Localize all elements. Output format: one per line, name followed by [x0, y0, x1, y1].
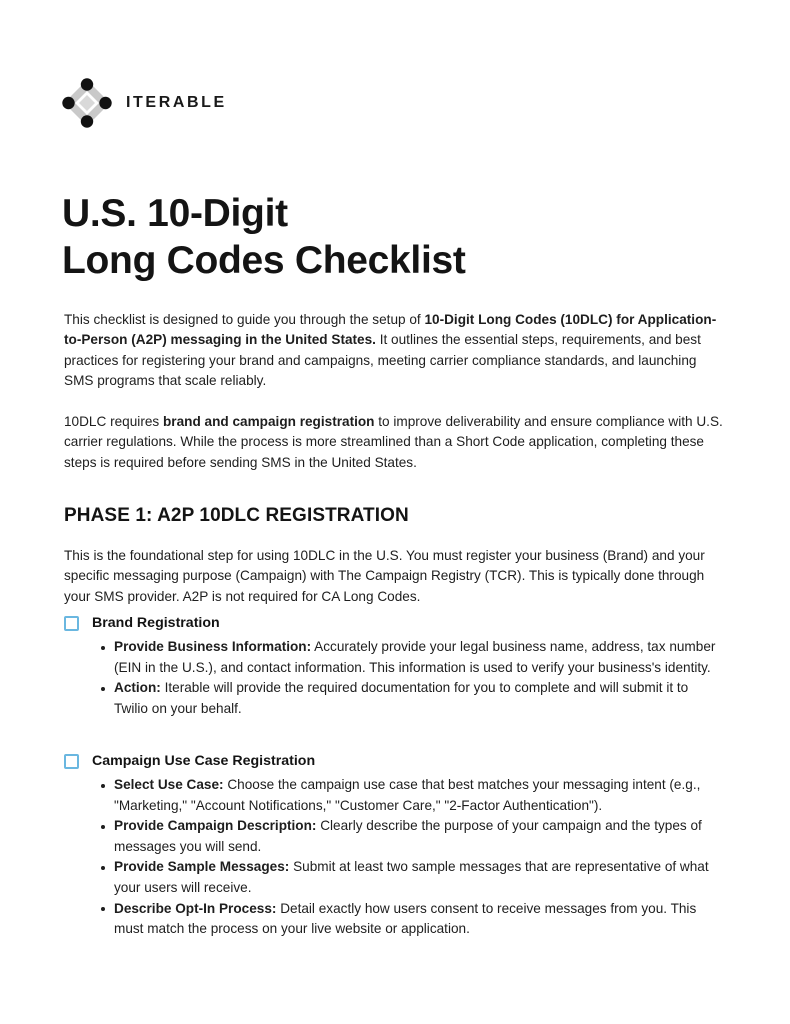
campaign-registration-list [64, 775, 724, 940]
campaign-registration-checkbox[interactable] [64, 754, 79, 769]
intro-p1-text-a: This checklist is designed to guide you through the setup of [64, 311, 425, 327]
list-item-text: Accurately provide your legal business name, address, tax number (EIN in the U.S.), and contact information. This information is used to verify your business's identity. [114, 639, 716, 675]
phase-1-heading: PHASE 1: A2P 10DLC REGISTRATION [64, 504, 409, 526]
list-item-label: Provide Business Information: [114, 639, 312, 654]
page-title [62, 190, 742, 284]
list-item-label: Describe Opt-In Process: [114, 900, 277, 916]
intro-p1-text-c: It outlines the essential steps, requirements, and best practices for registering your brand and campaigns, meeting carrier compliance standards, and launching SMS programs that scale reliably. [64, 332, 701, 389]
list-item-label: Action: [114, 680, 161, 696]
brand-registration-title: Brand Registration [92, 615, 220, 631]
intro-paragraph-2 [64, 412, 724, 474]
campaign-registration-header [64, 750, 724, 772]
list-item-label: Provide Sample Messages: [114, 859, 290, 875]
list-item [100, 899, 724, 940]
list-item [100, 816, 724, 857]
list-item-text: Choose the campaign use case that best matches your messaging intent (e.g., "Marketing," "Account Notifications," "Customer Care," "2-Factor Authentication"). [114, 777, 701, 813]
intro-p2-text-c: to improve deliverability and ensure compliance with U.S. carrier regulations. While the process is more streamlined than a Short Code application, completing these steps is required before sending SMS in the United States. [64, 413, 723, 470]
list-item-text: Detail exactly how users consent to receive messages from you. This must match the process on your live website or application. [114, 900, 697, 937]
intro-paragraph-1 [64, 310, 724, 392]
list-item-text: Submit at least two sample messages that are representative of what your users will receive. [114, 859, 709, 895]
intro-p2-bold: brand and campaign registration [162, 413, 375, 429]
campaign-registration-section [64, 750, 724, 940]
list-item [100, 775, 724, 816]
brand-registration-header [64, 612, 724, 634]
brand-registration-checkbox[interactable] [64, 616, 79, 631]
list-item [100, 857, 724, 898]
phase-1-description: This is the foundational step for using 10DLC in the U.S. You must register your business (Brand) and your specific messaging purpose (Campaign) with The Campaign Registry (TCR). This is typically done through your SMS provider. A2P is not required for CA Long Codes. [64, 547, 705, 604]
brand-registration-section [64, 612, 724, 719]
brand-registration-list [64, 637, 724, 719]
brand-name: ITERABLE [126, 94, 227, 111]
list-item [100, 678, 724, 719]
list-item-text: Iterable will provide the required documentation for you to complete and will submit it to Twilio on your behalf. [114, 680, 689, 716]
campaign-registration-title: Campaign Use Case Registration [92, 753, 316, 769]
brand-logo [62, 78, 227, 128]
iterable-logo-icon [62, 78, 112, 128]
page-title-line-2: Long Codes Checklist [62, 239, 466, 283]
list-item [100, 637, 724, 678]
page-title-line-1: U.S. 10-Digit [62, 192, 288, 236]
intro-p1-bold: 10-Digit Long Codes (10DLC) for Application-to-Person (A2P) messaging in the United States. [64, 311, 717, 348]
intro-p2-text-a: 10DLC requires [64, 413, 163, 429]
list-item-text: Clearly describe the purpose of your campaign and the types of messages you will send. [114, 818, 702, 854]
list-item-label: Provide Campaign Description: [114, 818, 317, 834]
list-item-label: Select Use Case: [114, 777, 224, 792]
